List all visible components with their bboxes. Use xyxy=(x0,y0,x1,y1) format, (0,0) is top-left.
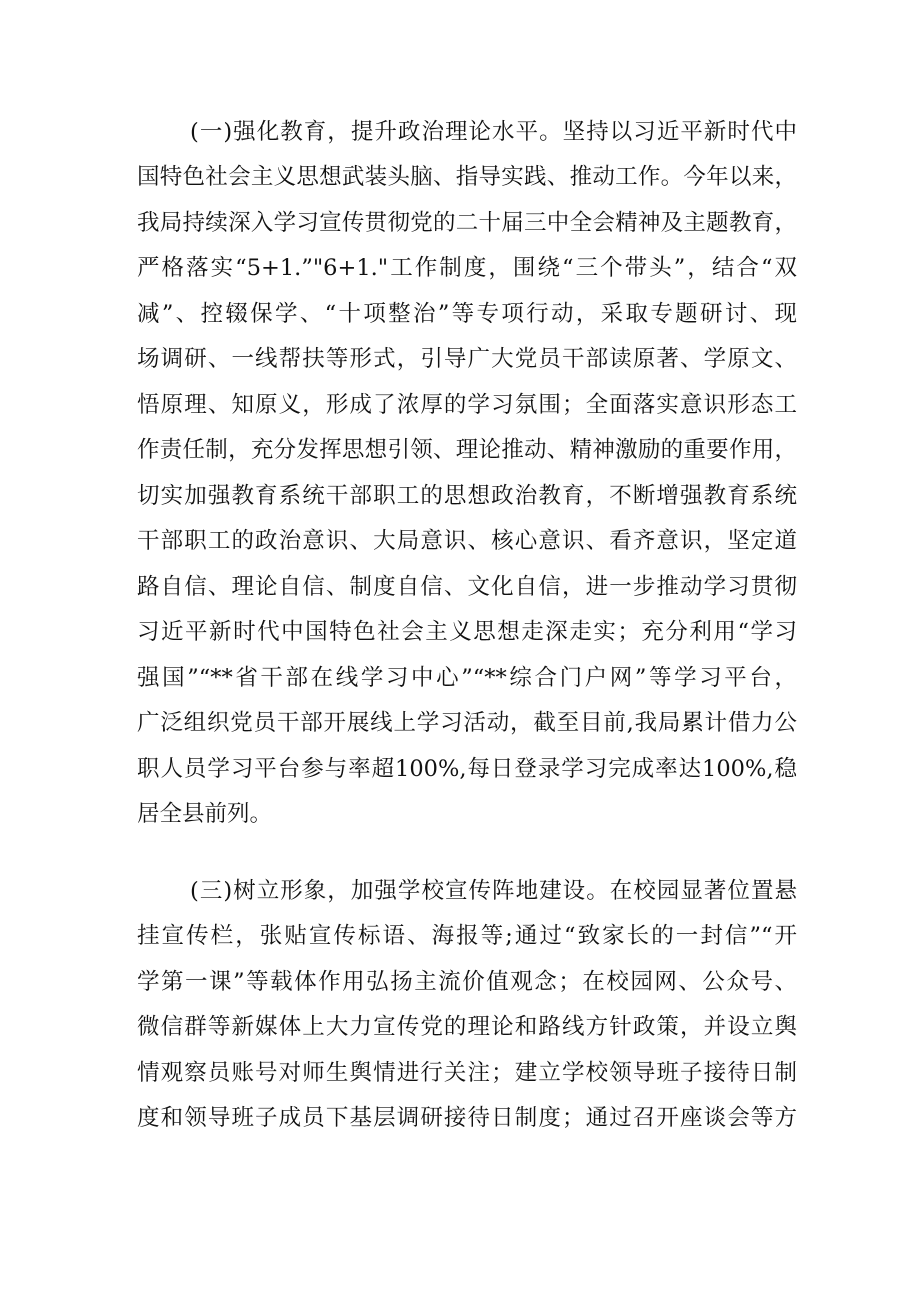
text-line: 学第一课”等载体作用弘扬主流价值观念；在校园网、公众号、 xyxy=(137,969,797,995)
text-line: 居全县前列。 xyxy=(137,801,273,827)
text-line: 切实加强教育系统干部职工的思想政治教育，不断增强教育系统 xyxy=(137,483,797,509)
text-line: 场调研、一线帮扶等形式，引导广大党员干部读原著、学原文、 xyxy=(137,346,797,372)
text-line: 强国”“**省干部在线学习中心”“**综合门户网”等学习平台， xyxy=(137,665,797,691)
text-line: 严格落实“5+1.”"6+1."工作制度，围绕“三个带头”，结合“双 xyxy=(137,255,797,281)
text-line: 悟原理、知原义，形成了浓厚的学习氛围；全面落实意识形态工 xyxy=(137,392,797,418)
text-line: 情观察员账号对师生舆情进行关注；建立学校领导班子接待日制 xyxy=(137,1060,797,1086)
text-line: 职人员学习平台参与率超100%,每日登录学习完成率达100%,稳 xyxy=(137,756,797,782)
text-line: (三)树立形象，加强学校宣传阵地建设。在校园显著位置悬 xyxy=(190,878,797,904)
text-line: 减”、控辍保学、“十项整治”等专项行动，采取专题研讨、现 xyxy=(137,301,797,327)
text-line: 路自信、理论自信、制度自信、文化自信，进一步推动学习贯彻 xyxy=(137,574,797,600)
text-line: 作责任制，充分发挥思想引领、理论推动、精神激励的重要作用， xyxy=(137,437,797,463)
text-line: 微信群等新媒体上大力宣传党的理论和路线方针政策，并设立舆 xyxy=(137,1014,797,1040)
text-line: 度和领导班子成员下基层调研接待日制度；通过召开座谈会等方 xyxy=(137,1105,797,1131)
text-line: 我局持续深入学习宣传贯彻党的二十届三中全会精神及主题教育， xyxy=(137,210,797,236)
text-line: 习近平新时代中国特色社会主义思想走深走实；充分利用“学习 xyxy=(137,619,797,645)
text-line: 干部职工的政治意识、大局意识、核心意识、看齐意识，坚定道 xyxy=(137,528,797,554)
text-line: (一)强化教育，提升政治理论水平。坚持以习近平新时代中 xyxy=(190,119,797,145)
text-line: 国特色社会主义思想武装头脑、指导实践、推动工作。今年以来， xyxy=(137,164,797,190)
text-line: 广泛组织党员干部开展线上学习活动，截至目前,我局累计借力公 xyxy=(137,710,797,736)
text-line: 挂宣传栏，张贴宣传标语、海报等;通过“致家长的一封信”“开 xyxy=(137,923,797,949)
